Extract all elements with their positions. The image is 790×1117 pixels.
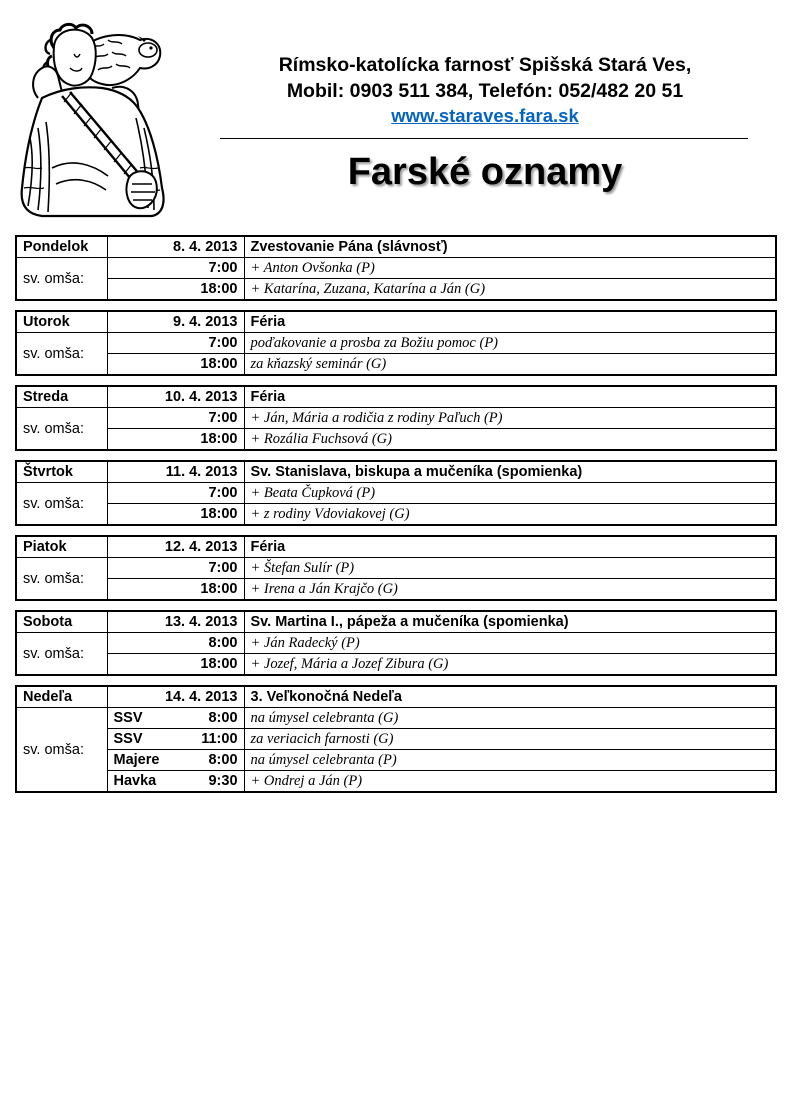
mass-time: 11:00 bbox=[177, 729, 244, 750]
mass-row bbox=[16, 429, 776, 451]
day-table-streda bbox=[15, 385, 777, 451]
day-feast: 3. Veľkonočná Nedeľa bbox=[244, 686, 776, 708]
mass-intention: + Anton Ovšonka (P) bbox=[244, 258, 776, 279]
mass-intention: + Beata Čupková (P) bbox=[244, 483, 776, 504]
mass-row bbox=[16, 633, 776, 654]
mass-row bbox=[16, 504, 776, 526]
mass-label: sv. omša: bbox=[16, 708, 107, 793]
day-header-row bbox=[16, 611, 776, 633]
day-header-row bbox=[16, 386, 776, 408]
mass-location: Havka bbox=[107, 771, 177, 793]
day-name: Štvrtok bbox=[16, 461, 107, 483]
mass-row bbox=[16, 408, 776, 429]
mass-row bbox=[16, 729, 776, 750]
mass-time: 9:30 bbox=[177, 771, 244, 793]
parish-header bbox=[215, 52, 755, 128]
day-date: 8. 4. 2013 bbox=[107, 236, 244, 258]
mass-row bbox=[16, 354, 776, 376]
day-date: 9. 4. 2013 bbox=[107, 311, 244, 333]
day-header-row bbox=[16, 236, 776, 258]
mass-time: 7:00 bbox=[107, 483, 244, 504]
day-name: Pondelok bbox=[16, 236, 107, 258]
day-feast: Féria bbox=[244, 386, 776, 408]
mass-time: 18:00 bbox=[107, 429, 244, 451]
day-feast: Sv. Martina I., pápeža a mučeníka (spomienka) bbox=[244, 611, 776, 633]
mass-time: 18:00 bbox=[107, 279, 244, 301]
day-header-row bbox=[16, 536, 776, 558]
day-date: 12. 4. 2013 bbox=[107, 536, 244, 558]
mass-time: 8:00 bbox=[177, 750, 244, 771]
mass-label: sv. omša: bbox=[16, 333, 107, 376]
mass-time: 8:00 bbox=[177, 708, 244, 729]
day-date: 13. 4. 2013 bbox=[107, 611, 244, 633]
day-feast: Féria bbox=[244, 536, 776, 558]
day-table-utorok bbox=[15, 310, 777, 376]
day-table-nedela bbox=[15, 685, 777, 793]
mass-intention: + Rozália Fuchsová (G) bbox=[244, 429, 776, 451]
day-table-stvrtok bbox=[15, 460, 777, 526]
mass-intention: na úmysel celebranta (G) bbox=[244, 708, 776, 729]
mass-row bbox=[16, 558, 776, 579]
mass-label: sv. omša: bbox=[16, 258, 107, 301]
day-name: Nedeľa bbox=[16, 686, 107, 708]
mass-intention: za kňazský seminár (G) bbox=[244, 354, 776, 376]
day-table-piatok bbox=[15, 535, 777, 601]
day-feast: Sv. Stanislava, biskupa a mučeníka (spomienka) bbox=[244, 461, 776, 483]
mass-label: sv. omša: bbox=[16, 408, 107, 451]
day-name: Streda bbox=[16, 386, 107, 408]
mass-row bbox=[16, 279, 776, 301]
mass-intention: + Ján Radecký (P) bbox=[244, 633, 776, 654]
mass-time: 7:00 bbox=[107, 258, 244, 279]
day-table-pondelok bbox=[15, 235, 777, 301]
day-name: Sobota bbox=[16, 611, 107, 633]
mass-intention: + Štefan Sulír (P) bbox=[244, 558, 776, 579]
mass-label: sv. omša: bbox=[16, 483, 107, 526]
day-name: Utorok bbox=[16, 311, 107, 333]
mass-time: 7:00 bbox=[107, 408, 244, 429]
mass-intention: poďakovanie a prosba za Božiu pomoc (P) bbox=[244, 333, 776, 354]
parish-website-link[interactable]: www.staraves.fara.sk bbox=[391, 105, 579, 126]
day-feast: Féria bbox=[244, 311, 776, 333]
page-title: Farské oznamy bbox=[347, 151, 623, 193]
header-divider bbox=[220, 138, 748, 139]
mass-time: 18:00 bbox=[107, 579, 244, 601]
good-shepherd-logo bbox=[12, 18, 172, 223]
mass-time: 18:00 bbox=[107, 504, 244, 526]
mass-row bbox=[16, 708, 776, 729]
mass-time: 7:00 bbox=[107, 558, 244, 579]
day-date: 10. 4. 2013 bbox=[107, 386, 244, 408]
weekly-schedule bbox=[15, 235, 777, 802]
mass-intention: + Jozef, Mária a Jozef Zibura (G) bbox=[244, 654, 776, 676]
day-header-row bbox=[16, 686, 776, 708]
day-name: Piatok bbox=[16, 536, 107, 558]
mass-row bbox=[16, 654, 776, 676]
mass-time: 8:00 bbox=[107, 633, 244, 654]
mass-row bbox=[16, 258, 776, 279]
mass-time: 7:00 bbox=[107, 333, 244, 354]
mass-time: 18:00 bbox=[107, 654, 244, 676]
day-table-sobota bbox=[15, 610, 777, 676]
mass-row bbox=[16, 771, 776, 793]
mass-location: SSV bbox=[107, 729, 177, 750]
day-feast: Zvestovanie Pána (slávnosť) bbox=[244, 236, 776, 258]
mass-intention: + z rodiny Vdoviakovej (G) bbox=[244, 504, 776, 526]
mass-intention: + Ján, Mária a rodičia z rodiny Paľuch (P) bbox=[244, 408, 776, 429]
day-date: 11. 4. 2013 bbox=[107, 461, 244, 483]
parish-name: Rímsko-katolícka farnosť Spišská Stará Ves, bbox=[278, 54, 692, 76]
mass-row bbox=[16, 333, 776, 354]
mass-row bbox=[16, 750, 776, 771]
day-date: 14. 4. 2013 bbox=[107, 686, 244, 708]
mass-intention: na úmysel celebranta (P) bbox=[244, 750, 776, 771]
day-header-row bbox=[16, 311, 776, 333]
mass-intention: + Ondrej a Ján (P) bbox=[244, 771, 776, 793]
mass-row bbox=[16, 579, 776, 601]
parish-contact: Mobil: 0903 511 384, Telefón: 052/482 20 51 bbox=[286, 80, 684, 102]
mass-label: sv. omša: bbox=[16, 558, 107, 601]
mass-intention: za veriacich farnosti (G) bbox=[244, 729, 776, 750]
mass-intention: + Irena a Ján Krajčo (G) bbox=[244, 579, 776, 601]
mass-label: sv. omša: bbox=[16, 633, 107, 676]
mass-location: SSV bbox=[107, 708, 177, 729]
mass-intention: + Katarína, Zuzana, Katarína a Ján (G) bbox=[244, 279, 776, 301]
mass-time: 18:00 bbox=[107, 354, 244, 376]
day-header-row bbox=[16, 461, 776, 483]
mass-row bbox=[16, 483, 776, 504]
mass-location: Majere bbox=[107, 750, 177, 771]
